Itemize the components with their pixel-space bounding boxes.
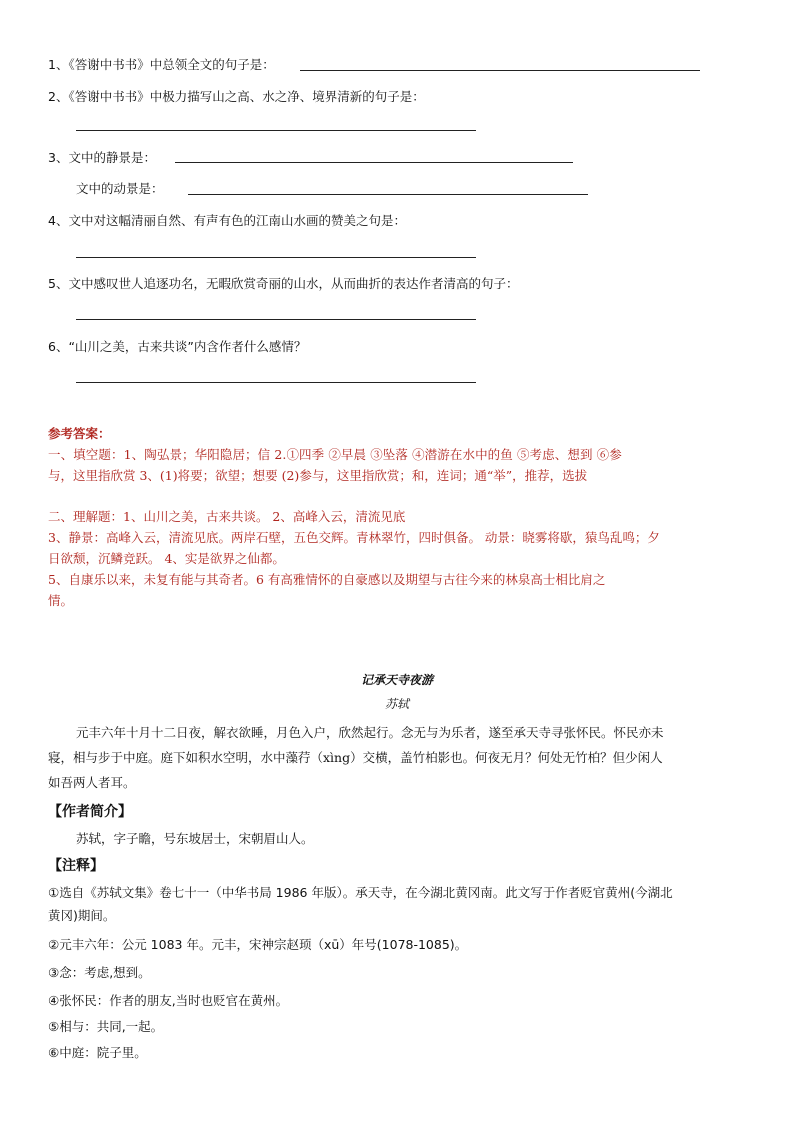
essay-paragraph-line-3: 如吾两人者耳。: [48, 775, 136, 790]
answer-line-4[interactable]: [76, 257, 476, 258]
answer-line-3a[interactable]: [175, 162, 573, 163]
intro-text: 苏轼，字子瞻，号东坡居士，宋朝眉山人。: [76, 831, 314, 846]
question-3-static: 3、文中的静景是：: [48, 150, 156, 165]
note-1-line-2: 黄冈)期间。: [48, 908, 116, 923]
essay-paragraph-line-1: 元丰六年十月十二日夜，解衣欲睡，月色入户，欣然起行。念无与为乐者，遂至承天寺寻张怀民。怀民亦未: [76, 725, 664, 740]
question-4: 4、文中对这幅清丽自然、有声有色的江南山水画的赞美之句是：: [48, 213, 406, 228]
answer-line-2[interactable]: [76, 130, 476, 131]
answers-line-4: 3、静景：高峰入云，清流见底。两岸石壁，五色交辉。青林翠竹，四时俱备。 动景：晓雾将歇，猿鸟乱鸣；夕: [48, 530, 660, 545]
question-6: 6、“山川之美，古来共谈”内含作者什么感情？: [48, 339, 307, 354]
essay-title: 记承天寺夜游: [360, 673, 433, 687]
question-1: 1、《答谢中书书》中总领全文的句子是：: [48, 57, 275, 72]
note-5: ⑤相与：共同,一起。: [48, 1019, 164, 1034]
answers-line-2: 与，这里指欣赏 3、(1)将要；欲望；想要 (2)参与，这里指欣赏；和，连词；通“举”，推荐，选拔: [48, 468, 588, 483]
essay-author: 苏轼: [384, 697, 409, 711]
note-2: ②元丰六年：公元 1083 年。元丰，宋神宗赵顼（xū）年号(1078-1085)。: [48, 937, 468, 952]
answers-line-3: 二、理解题：1、山川之美，古来共谈。 2、高峰入云，清流见底: [48, 509, 406, 524]
answer-line-3b[interactable]: [188, 194, 588, 195]
question-2: 2、《答谢中书书》中极力描写山之高、水之净、境界清新的句子是：: [48, 89, 425, 104]
note-3: ③念：考虑,想到。: [48, 965, 151, 980]
intro-heading: 【作者简介】: [48, 804, 132, 820]
answers-line-1: 一、填空题：1、陶弘景；华阳隐居；信 2.①四季 ②早晨 ③坠落 ④潜游在水中的鱼 ⑤考虑、想到 ⑥参: [48, 447, 622, 462]
question-5: 5、文中感叹世人追逐功名，无暇欣赏奇丽的山水，从而曲折的表达作者清高的句子：: [48, 276, 519, 291]
answers-line-7: 情。: [48, 593, 74, 608]
answer-line-1[interactable]: [300, 70, 700, 71]
answer-line-5[interactable]: [76, 319, 476, 320]
notes-heading: 【注释】: [48, 858, 104, 874]
note-1-line-1: ①选自《苏轼文集》卷七十一（中华书局 1986 年版）。承天寺，在今湖北黄冈南。此文写于作者贬官黄州(今湖北: [48, 885, 673, 900]
question-3-dynamic: 文中的动景是：: [76, 181, 164, 196]
note-4: ④张怀民：作者的朋友,当时也贬官在黄州。: [48, 993, 289, 1008]
essay-paragraph-line-2: 寝，相与步于中庭。庭下如积水空明，水中藻荇（xìng）交横，盖竹柏影也。何夜无月？何处无竹柏？但少闲人: [48, 750, 663, 765]
note-6: ⑥中庭：院子里。: [48, 1045, 147, 1060]
answers-heading: 参考答案：: [48, 426, 111, 441]
answers-line-6: 5、自康乐以来，未复有能与其奇者。6 有高雅情怀的自豪感以及期望与古往今来的林泉高士相比肩之: [48, 572, 606, 587]
answers-line-5: 日欲颓，沉鳞竞跃。 4、实是欲界之仙都。: [48, 551, 285, 566]
answer-line-6[interactable]: [76, 382, 476, 383]
